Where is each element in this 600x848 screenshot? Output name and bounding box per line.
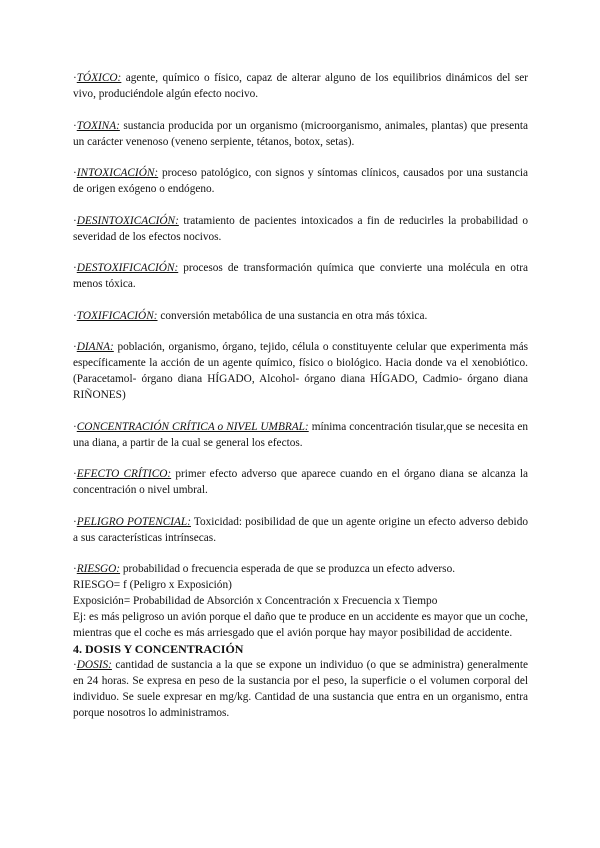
term: DIANA: (76, 341, 114, 353)
term: PELIGRO POTENCIAL: (76, 515, 191, 528)
bullet: · (73, 468, 77, 480)
definition-desintoxicacion (73, 213, 528, 245)
term: EFECTO CRÍTICO: (76, 468, 172, 480)
definition-text: población, organismo, órgano, tejido, célula o constituyente celular que experimenta más específicamente la acción de un agente químico, físico o biológico. Hacia donde va el xenobiótico. (Paracetamol- órgano diana HÍGADO, Alcohol- órgano diana HÍGADO, Cadmio- órgano diana RIÑONES) (73, 341, 528, 401)
term: DESINTOXICACIÓN: (76, 214, 179, 227)
definition-toxina (73, 118, 528, 150)
definition-efecto-critico (73, 466, 528, 498)
definition-destoxificacion (73, 260, 528, 292)
definition-text: mínima concentración tisular,que se necesita en una diana, a partir de la cual se general los efectos. (73, 420, 529, 449)
definition-text: proceso patológico, con signos y síntomas clínicos, causados por una sustancia de origen exógeno o endógeno. (73, 167, 528, 195)
definition-text: probabilidad o frecuencia esperada de que se produzca un efecto adverso. (120, 563, 456, 575)
bullet: · (73, 309, 77, 322)
definition-text: sustancia producida por un organismo (microorganismo, animales, plantas) que presenta un carácter venenoso (veneno serpiente, tétanos, botox, setas). (73, 119, 528, 148)
term: INTOXICACIÓN: (76, 167, 159, 179)
definition-text: tratamiento de pacientes intoxicados a fin de reducirles la probabilidad o severidad de los efectos nocivos. (73, 214, 528, 243)
definition-diana (73, 339, 528, 403)
bullet: · (73, 515, 77, 528)
bullet: · (73, 214, 77, 227)
term: CONCENTRACIÓN CRÍTICA o NIVEL UMBRAL: (76, 420, 309, 433)
definition-text: procesos de transformación química que convierte una molécula en otra menos tóxica. (73, 262, 528, 290)
definition-intoxicacion (73, 165, 528, 197)
section-heading: 4. DOSIS Y CONCENTRACIÓN (73, 642, 244, 656)
bullet: · (73, 72, 77, 84)
definition-text: conversión metabólica de una sustancia en otra más tóxica. (157, 309, 428, 322)
definition-text: agente, químico o físico, capaz de alterar alguno de los equilibrios dinámicos del ser vivo, produciéndole algún efecto nocivo. (73, 72, 528, 100)
exposicion-formula: Exposición= Probabilidad de Absorción x Concentración x Frecuencia x Tiempo (73, 595, 438, 607)
definition-text: Toxicidad: posibilidad de que un agente origine un efecto adverso debido a sus características intrínsecas. (73, 515, 528, 544)
definition-text: primer efecto adverso que aparece cuando en el órgano diana se alcanza la concentración o nivel umbral. (73, 468, 528, 496)
bullet: · (73, 167, 77, 179)
term: DOSIS: (76, 659, 112, 671)
definition-toxificacion (73, 308, 528, 324)
bullet: · (73, 262, 77, 274)
bullet: · (73, 563, 77, 575)
definition-text: cantidad de sustancia a la que se expone un individuo (o que se administra) generalmente en 24 horas. Se expresa en peso de la sustancia por el peso, la superficie o el volumen corporal del individuo. Se suele expresar en mg/kg. Cantidad de una sustancia que entra en un organismo, entra porque nosotros lo administramos. (73, 659, 528, 719)
term: TOXINA: (76, 119, 120, 132)
bullet: · (73, 659, 77, 671)
document-page (73, 70, 528, 721)
term: DESTOXIFICACIÓN: (76, 262, 179, 274)
bullet: · (73, 341, 77, 353)
term: TOXIFICACIÓN: (76, 309, 158, 322)
definition-dosis (73, 657, 528, 721)
definition-toxico (73, 70, 528, 102)
definition-riesgo (73, 561, 528, 577)
bullet: · (73, 420, 77, 433)
definition-concentracion-critica (73, 419, 528, 451)
term: RIESGO: (76, 563, 121, 575)
term: TÓXICO: (76, 72, 122, 84)
riesgo-formula: RIESGO= f (Peligro x Exposición) (73, 579, 232, 591)
riesgo-example: Ej: es más peligroso un avión porque el daño que te produce en un accidente es mayor que un coche, mientras que el coche es más arriesgado que el avión porque hay mayor posibilidad de accidente. (73, 611, 528, 639)
bullet: · (73, 119, 77, 132)
definition-peligro-potencial (73, 514, 528, 546)
